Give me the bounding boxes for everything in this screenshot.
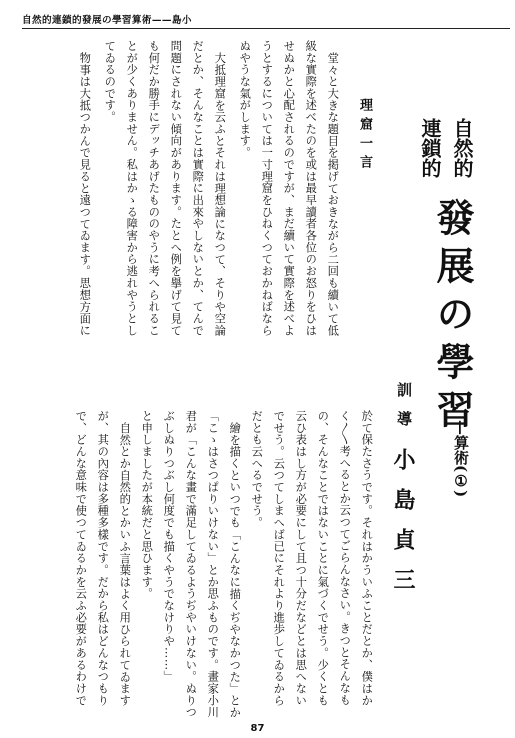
title-main: 發展の學習 [430, 198, 475, 438]
right-column-10: ぶしぬりつぶし何度でも描くやうでなけりや……」 [162, 410, 176, 683]
left-column-8: 問題にされない傾向があります。たとへ例を擧げて見て [169, 40, 183, 337]
author-role: 訓導 [395, 382, 413, 440]
left-column-6: 大抵理窟を云ふとそれは理想論になつて、そりや空論 [213, 52, 227, 337]
left-column-10: とが少くありません。私はかゝる障害から逃れやうとし [125, 40, 139, 337]
right-column-2: く〳〵考へるとか云つてごらんなさい。きつとそんなも [338, 410, 352, 706]
left-column-11: てゐるのです。 [103, 40, 117, 123]
author-name: 小島貞三 [390, 448, 416, 608]
right-column-12: 自然とか自然的とかいふ言葉はよく用ひられてゐます [118, 422, 132, 707]
right-column-13: が、其の內容は多種多樣です。だから私はどんなつもり [96, 410, 110, 707]
header-rule [22, 28, 510, 29]
right-column-11: と申しましたが本統だと思ひます。 [140, 410, 154, 600]
right-column-4: 云ひ表はし方が必要にして且つ十分だなどとは思へない [294, 410, 308, 707]
right-column-14: で、どんな意味で使つてゐるかを云ふ必要があるわけで [74, 410, 88, 707]
right-column-1: 於て保たさうです。それはかういふことだとか、僕はか [360, 410, 374, 707]
left-column-5: ぬやうな氣がします。 [238, 40, 252, 159]
section-heading: 理窟一言 [357, 98, 372, 174]
left-column-2: 級な實際を述べたのを或は最早讀者各位のお怒りをひは [304, 40, 318, 337]
title-subtitle: —算術(①) [452, 420, 470, 498]
left-column-12: 物事は大抵つかんで見ると遠つてゐます。思想方面に [78, 52, 92, 337]
left-column-1: 堂々と大きな題目を掲げておきながら二回も續いて低 [326, 52, 340, 337]
page-number: 87 [250, 723, 265, 734]
right-column-6: だとも云へるでせう。 [250, 410, 264, 529]
right-column-7: 繪を描くといつでも「こんなに描くぢやなかつた」とか [228, 422, 242, 719]
left-column-7: だとか、そんなことは實際に出來やしないとか、てんで [191, 40, 205, 337]
right-column-3: の、そんなことではないことに氣づくでせう。少くとも [316, 410, 330, 707]
left-column-3: せぬかと心配されるのですが、まだ續いて實際を述べよ [282, 40, 296, 337]
title-line-1: 自然的 [450, 118, 474, 178]
running-head: 自然的連鎖的發展の學習算術——島小 [22, 15, 192, 26]
left-column-4: うとするについては一寸理窟をひねくつておかねばなら [260, 40, 274, 337]
right-column-5: でせう。云つてしまへば已にそれより進歩してゐるから [272, 410, 286, 707]
right-column-8: 「こゝはさつぱりいけない」とか思ふものです。畫家小川 [206, 410, 220, 719]
title-line-2: 連鎖的 [418, 118, 442, 178]
right-column-9: 君が「こんな畫で滿足してゐるようぢやいけない。ぬりつ [184, 410, 198, 719]
left-column-9: も何だか勝手にデッチあげたもののやうに考へられるこ [147, 40, 161, 337]
